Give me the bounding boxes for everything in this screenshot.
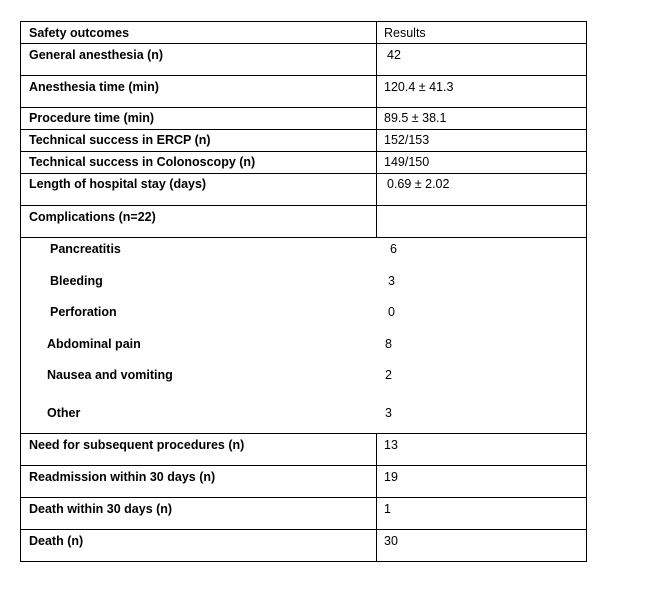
list-item-value: 3 (388, 274, 395, 288)
table-row (21, 433, 586, 466)
list-item-label: Bleeding (50, 274, 103, 288)
row-value: 152/153 (376, 130, 586, 152)
row-label: Complications (n=22) (29, 210, 156, 224)
list-item-label: Pancreatitis (50, 242, 121, 256)
list-item-value: 3 (385, 406, 392, 420)
row-value: 1 (376, 498, 586, 530)
table-row (21, 465, 586, 498)
table-row (21, 43, 586, 76)
row-value: 30 (376, 530, 586, 561)
table-header-row (21, 22, 586, 44)
list-item-value: 6 (390, 242, 397, 256)
row-label: Readmission within 30 days (n) (29, 470, 216, 484)
row-value: 149/150 (376, 152, 586, 174)
table-row (21, 173, 586, 206)
table-row (21, 497, 586, 530)
row-label: Technical success in Colonoscopy (n) (29, 155, 256, 169)
table-row (21, 75, 586, 108)
row-label: Anesthesia time (min) (29, 80, 159, 94)
table-row-complications (21, 205, 586, 238)
list-item-value: 8 (385, 337, 392, 351)
row-label: General anesthesia (n) (29, 48, 164, 62)
row-label: Technical success in ERCP (n) (29, 133, 211, 147)
row-value (376, 206, 586, 238)
row-label: Procedure time (min) (29, 111, 155, 125)
complications-values (376, 238, 586, 434)
table-row (21, 107, 586, 130)
list-item-label: Other (47, 406, 81, 420)
row-value: 42 (376, 44, 586, 76)
row-value: 13 (376, 434, 586, 466)
list-item-label: Nausea and vomiting (47, 368, 173, 382)
safety-outcomes-table (20, 21, 587, 562)
row-value: 89.5 ± 38.1 (376, 108, 586, 130)
row-value: 0.69 ± 2.02 (376, 174, 586, 206)
table-row (21, 151, 586, 174)
header-safety-outcomes: Safety outcomes (29, 26, 130, 40)
table-row (21, 129, 586, 152)
row-label: Death within 30 days (n) (29, 502, 173, 516)
row-label: Death (n) (29, 534, 84, 548)
row-value: 19 (376, 466, 586, 498)
list-item-label: Perforation (50, 305, 117, 319)
row-label: Need for subsequent procedures (n) (29, 438, 245, 452)
list-item-value: 0 (388, 305, 395, 319)
list-item-value: 2 (385, 368, 392, 382)
row-label: Length of hospital stay (days) (29, 177, 207, 191)
table-row (21, 529, 586, 561)
complications-labels (21, 238, 376, 434)
complications-list (21, 237, 586, 434)
row-value: 120.4 ± 41.3 (376, 76, 586, 108)
list-item-label: Abdominal pain (47, 337, 141, 351)
header-results: Results (376, 22, 586, 44)
